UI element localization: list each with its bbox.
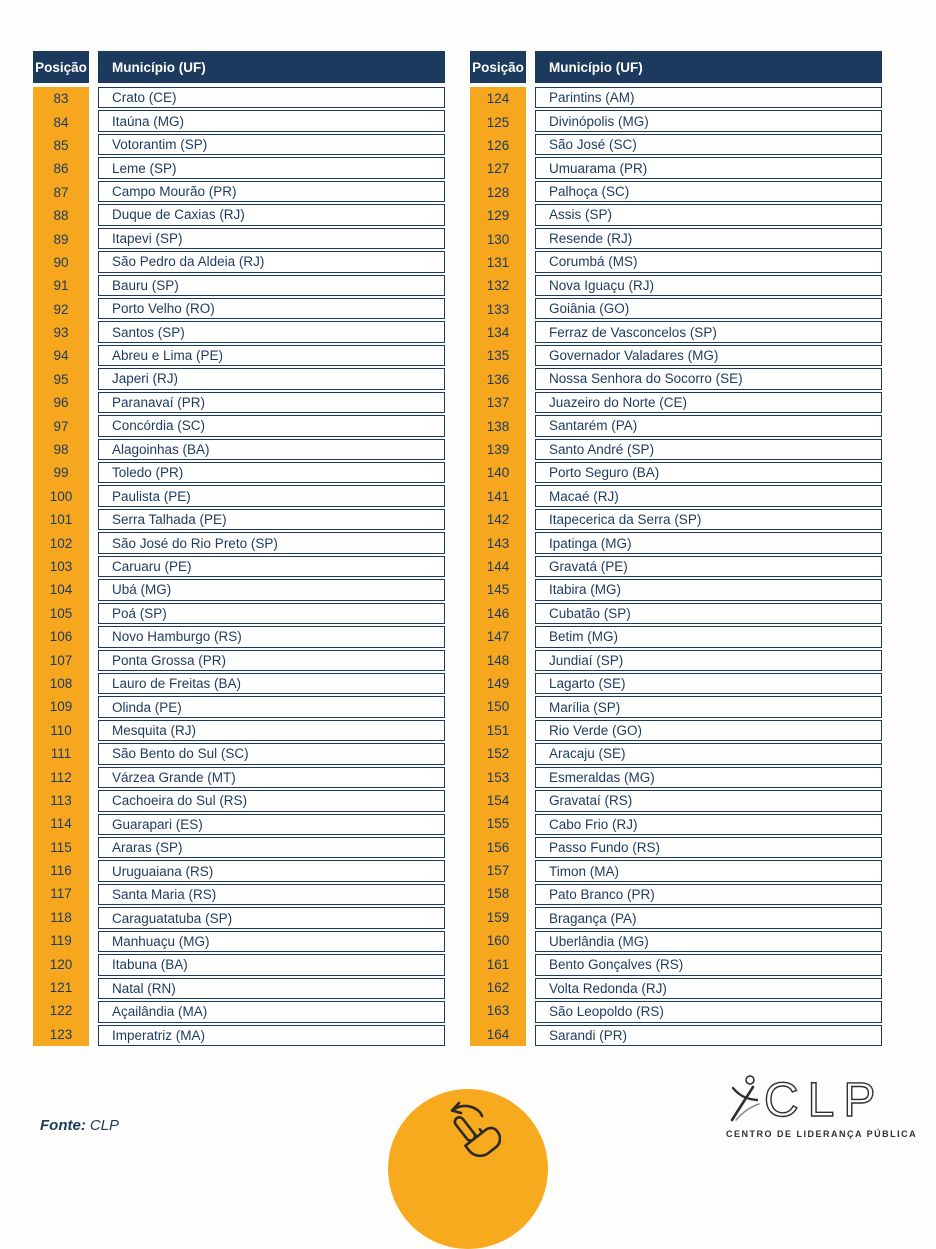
- position-cell: 158: [486, 886, 510, 902]
- municipality-cell: Uberlândia (MG): [535, 931, 882, 952]
- municipality-cell: Duque de Caxias (RJ): [98, 204, 445, 225]
- municipality-cell: Jundiaí (SP): [535, 650, 882, 671]
- municipality-cell: Lauro de Freitas (BA): [98, 673, 445, 694]
- position-cell: 132: [486, 278, 510, 294]
- position-cell: 107: [49, 652, 73, 668]
- municipality-cell: Crato (CE): [98, 87, 445, 108]
- position-cell: 143: [486, 535, 510, 551]
- position-cell: 154: [486, 792, 510, 808]
- position-cell: 123: [49, 1026, 73, 1042]
- position-cell: 99: [53, 465, 69, 481]
- municipality-cell: Cabo Frio (RJ): [535, 814, 882, 835]
- position-cell: 96: [53, 395, 69, 411]
- position-cell: 105: [49, 605, 73, 621]
- municipality-cell: Leme (SP): [98, 157, 445, 178]
- municipality-cell: Gravataí (RS): [535, 790, 882, 811]
- position-cell: 115: [50, 839, 72, 855]
- municipality-cell: Corumbá (MS): [535, 251, 882, 272]
- position-cell: 159: [486, 909, 510, 925]
- municipality-cell: Santarém (PA): [535, 415, 882, 436]
- municipality-cell: Passo Fundo (RS): [535, 837, 882, 858]
- municipality-cell: Nossa Senhora do Socorro (SE): [535, 368, 882, 389]
- position-cell: 163: [486, 1003, 510, 1019]
- municipality-cell: Campo Mourão (PR): [98, 181, 445, 202]
- municipality-cell: Toledo (PR): [98, 462, 445, 483]
- position-cell: 91: [53, 278, 69, 294]
- position-cell: 109: [49, 699, 73, 715]
- position-cell: 133: [486, 301, 510, 317]
- municipality-cell: São José do Rio Preto (SP): [98, 532, 445, 553]
- municipality-cell: Timon (MA): [535, 860, 882, 881]
- municipality-cell: Rio Verde (GO): [535, 720, 882, 741]
- municipality-cell: Resende (RJ): [535, 228, 882, 249]
- position-header: Posição: [33, 51, 89, 83]
- position-cell: 146: [486, 605, 510, 621]
- municipality-header: Município (UF): [98, 51, 445, 83]
- position-cell: 150: [486, 699, 510, 715]
- municipality-cell: Concórdia (SC): [98, 415, 445, 436]
- municipality-cell: Votorantim (SP): [98, 134, 445, 155]
- source-label: Fonte:: [40, 1117, 86, 1134]
- municipality-cell: Itaúna (MG): [98, 110, 445, 131]
- municipality-cell: Itapecerica da Serra (SP): [535, 509, 882, 530]
- position-cell: 125: [486, 114, 510, 130]
- position-cell: 139: [486, 442, 510, 458]
- municipality-cell: Caruaru (PE): [98, 556, 445, 577]
- position-cell: 93: [53, 325, 69, 341]
- municipality-cell: Santos (SP): [98, 321, 445, 342]
- municipality-cell: Juazeiro do Norte (CE): [535, 392, 882, 413]
- position-cell: 142: [486, 512, 510, 528]
- municipality-cell: Ipatinga (MG): [535, 532, 882, 553]
- municipality-cell: Natal (RN): [98, 978, 445, 999]
- clp-wordmark-text: CLP: [764, 1074, 885, 1124]
- position-cell: 145: [486, 582, 510, 598]
- position-cell: 126: [486, 137, 510, 153]
- position-cell: 106: [49, 629, 73, 645]
- municipality-cell: Sarandi (PR): [535, 1025, 882, 1046]
- municipality-cell: Olinda (PE): [98, 696, 445, 717]
- municipality-cell: Divinópolis (MG): [535, 110, 882, 131]
- position-cell: 86: [53, 161, 69, 177]
- position-cell: 88: [53, 208, 69, 224]
- ranking-table-right: [470, 51, 882, 1046]
- position-cell: 83: [53, 91, 69, 107]
- position-cell: 90: [53, 254, 69, 270]
- municipality-cell: Lagarto (SE): [535, 673, 882, 694]
- position-cell: 148: [486, 652, 510, 668]
- position-cell: 117: [50, 886, 72, 902]
- municipality-cell: Paulista (PE): [98, 485, 445, 506]
- position-cell: 160: [486, 933, 510, 949]
- municipality-cell: Parintins (AM): [535, 87, 882, 108]
- position-cell: 144: [486, 559, 510, 574]
- position-cell: 151: [486, 722, 510, 738]
- clp-person-icon: [726, 1074, 760, 1124]
- position-cell: 138: [486, 418, 510, 434]
- position-cell: 149: [486, 675, 510, 691]
- position-cell: 161: [486, 956, 510, 972]
- position-cell: 87: [53, 184, 69, 200]
- municipality-cell: Serra Talhada (PE): [98, 509, 445, 530]
- municipality-cell: Araras (SP): [98, 837, 445, 858]
- municipality-cell: São Pedro da Aldeia (RJ): [98, 251, 445, 272]
- municipality-cell: Várzea Grande (MT): [98, 767, 445, 788]
- municipality-cell: Ponta Grossa (PR): [98, 650, 445, 671]
- municipality-cell: Pato Branco (PR): [535, 884, 882, 905]
- position-cell: 84: [53, 114, 69, 130]
- municipality-cell: Paranavaí (PR): [98, 392, 445, 413]
- position-cell: 85: [53, 137, 69, 153]
- municipality-cell: Assis (SP): [535, 204, 882, 225]
- clp-wordmark: [764, 1074, 892, 1124]
- position-strip: [470, 87, 526, 1046]
- municipality-cell: Santa Maria (RS): [98, 884, 445, 905]
- municipality-cell: Mesquita (RJ): [98, 720, 445, 741]
- position-cell: 156: [486, 839, 510, 855]
- municipality-cell: Goiânia (GO): [535, 298, 882, 319]
- municipality-cell: Volta Redonda (RJ): [535, 978, 882, 999]
- clp-tagline: CENTRO DE LIDERANÇA PÚBLICA: [726, 1129, 918, 1139]
- position-cell: 103: [49, 559, 73, 574]
- position-cell: 140: [486, 465, 510, 481]
- municipality-cell: Governador Valadares (MG): [535, 345, 882, 366]
- position-cell: 147: [486, 629, 510, 645]
- position-cell: 114: [50, 816, 72, 832]
- municipality-cell: Bauru (SP): [98, 275, 445, 296]
- position-cell: 92: [53, 301, 69, 317]
- clp-logo: [726, 1074, 918, 1139]
- position-cell: 111: [50, 746, 72, 762]
- position-cell: 152: [486, 746, 510, 762]
- municipality-cell: Cubatão (SP): [535, 603, 882, 624]
- municipality-column-left: [98, 51, 445, 1046]
- position-cell: 89: [53, 231, 69, 247]
- position-cell: 102: [49, 535, 73, 551]
- municipality-cell: Santo André (SP): [535, 439, 882, 460]
- position-cell: 137: [486, 395, 510, 411]
- municipality-cell: Itabuna (BA): [98, 954, 445, 975]
- municipality-cell: Abreu e Lima (PE): [98, 345, 445, 366]
- position-cell: 100: [49, 488, 73, 504]
- position-strip: [33, 87, 89, 1046]
- position-cell: 128: [486, 184, 510, 200]
- position-cell: 98: [53, 442, 69, 458]
- position-cell: 141: [486, 488, 510, 504]
- municipality-cell: Poá (SP): [98, 603, 445, 624]
- municipality-cell: Bragança (PA): [535, 907, 882, 928]
- municipality-cell: Aracaju (SE): [535, 743, 882, 764]
- municipality-cell: Guarapari (ES): [98, 814, 445, 835]
- position-cell: 101: [49, 512, 73, 528]
- municipality-cell: Uruguaiana (RS): [98, 860, 445, 881]
- swipe-left-hand-icon: [435, 1096, 501, 1162]
- position-column-right: [470, 51, 526, 1046]
- position-cell: 136: [486, 371, 510, 387]
- position-cell: 162: [486, 980, 510, 996]
- position-cell: 121: [49, 980, 73, 996]
- position-cell: 116: [50, 863, 72, 879]
- position-cell: 108: [49, 675, 73, 691]
- municipality-cell: Ferraz de Vasconcelos (SP): [535, 321, 882, 342]
- municipality-cell: Imperatriz (MA): [98, 1025, 445, 1046]
- municipality-cell: Novo Hamburgo (RS): [98, 626, 445, 647]
- position-cell: 104: [49, 582, 73, 598]
- source-value: CLP: [89, 1117, 120, 1134]
- municipality-cell: São Bento do Sul (SC): [98, 743, 445, 764]
- municipality-cell: Ubá (MG): [98, 579, 445, 600]
- position-cell: 157: [486, 863, 510, 879]
- municipality-cell: Macaé (RJ): [535, 485, 882, 506]
- municipality-header: Município (UF): [535, 51, 882, 83]
- municipality-cell: Alagoinhas (BA): [98, 439, 445, 460]
- municipality-cell: Porto Velho (RO): [98, 298, 445, 319]
- municipality-list: [98, 87, 445, 1046]
- position-cell: 153: [486, 769, 510, 785]
- position-cell: 113: [50, 792, 72, 808]
- position-cell: 124: [486, 91, 510, 107]
- position-cell: 119: [50, 933, 72, 949]
- position-cell: 122: [49, 1003, 73, 1019]
- position-cell: 130: [486, 231, 510, 247]
- municipality-cell: Esmeraldas (MG): [535, 767, 882, 788]
- position-cell: 127: [486, 161, 510, 177]
- municipality-cell: Açailândia (MA): [98, 1001, 445, 1022]
- swipe-button[interactable]: [388, 1089, 548, 1249]
- position-cell: 110: [50, 722, 72, 738]
- municipality-column-right: [535, 51, 882, 1046]
- position-column-left: [33, 51, 89, 1046]
- position-cell: 129: [486, 208, 510, 224]
- municipality-cell: Porto Seguro (BA): [535, 462, 882, 483]
- municipality-cell: Manhuaçu (MG): [98, 931, 445, 952]
- position-cell: 120: [49, 956, 73, 972]
- position-cell: 112: [50, 769, 72, 785]
- position-cell: 135: [486, 348, 510, 364]
- municipality-cell: Cachoeira do Sul (RS): [98, 790, 445, 811]
- municipality-cell: Itabira (MG): [535, 579, 882, 600]
- ranking-table-left: [33, 51, 445, 1046]
- position-cell: 164: [486, 1026, 510, 1042]
- municipality-cell: Bento Gonçalves (RS): [535, 954, 882, 975]
- municipality-list: [535, 87, 882, 1046]
- position-header: Posição: [470, 51, 526, 83]
- municipality-cell: Itapevi (SP): [98, 228, 445, 249]
- municipality-cell: Gravatá (PE): [535, 556, 882, 577]
- position-cell: 131: [486, 254, 510, 270]
- position-cell: 134: [486, 325, 510, 341]
- municipality-cell: Palhoça (SC): [535, 181, 882, 202]
- position-cell: 97: [53, 418, 69, 434]
- municipality-cell: Nova Iguaçu (RJ): [535, 275, 882, 296]
- municipality-cell: Betim (MG): [535, 626, 882, 647]
- municipality-cell: São José (SC): [535, 134, 882, 155]
- municipality-cell: Japeri (RJ): [98, 368, 445, 389]
- position-cell: 155: [486, 816, 510, 832]
- position-cell: 95: [53, 371, 69, 387]
- municipality-cell: Caraguatatuba (SP): [98, 907, 445, 928]
- municipality-cell: Umuarama (PR): [535, 157, 882, 178]
- municipality-cell: Marília (SP): [535, 696, 882, 717]
- position-cell: 118: [50, 909, 72, 925]
- municipality-cell: São Leopoldo (RS): [535, 1001, 882, 1022]
- source-note: [40, 1117, 119, 1134]
- position-cell: 94: [53, 348, 69, 364]
